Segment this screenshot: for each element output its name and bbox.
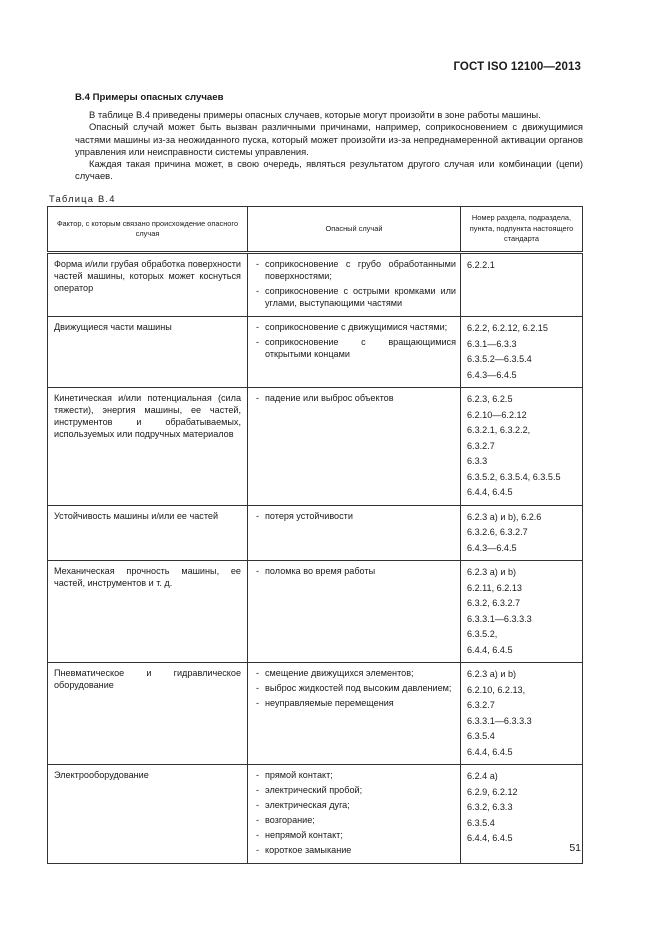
reference-entry: 6.2.3 а) и b), 6.2.6 [467,511,542,522]
header-reference: Номер раздела, подраздела, пункта, подпункта настоящего стандарта [461,207,583,253]
reference-cell [461,561,583,663]
reference-entry: 6.2.9, 6.2.12 [467,786,518,797]
reference-entry: 6.3.1—6.3.3 [467,338,517,349]
hazard-item: - неуправляемые перемещения [256,698,394,708]
reference-entry: 6.4.4, 6.4.5 [467,746,513,757]
reference-entry: 6.3.3 [467,456,488,466]
reference-entry: 6.3.2.7 [467,440,495,451]
reference-entry: 6.4.4, 6.4.5 [467,833,513,843]
reference-entry: 6.4.4, 6.4.5 [467,487,513,497]
hazard-cell [248,505,461,561]
hazard-item: - смещение движущихся элементов; [256,668,414,678]
reference-cell [461,765,583,864]
reference-entry: 6.3.5.2—6.3.5.4 [467,354,532,364]
factor-cell: Устойчивость машины и/или ее частей [48,505,248,561]
reference-entry: 6.4.4, 6.4.5 [467,644,513,655]
hazard-cell [248,561,461,663]
reference-entry: 6.2.2, 6.2.12, 6.2.15 [467,323,548,333]
hazard-item: - электрическая дуга; [256,800,350,810]
table-row [48,663,583,765]
reference-entry: 6.4.3—6.4.5 [467,369,517,380]
factor-cell: Форма и/или грубая обработка поверхности частей машины, которых может коснуться оператор [48,253,248,317]
reference-entry: 6.3.2.1, 6.3.2.2, [467,425,531,435]
table-row [48,317,583,388]
hazard-item: - короткое замыкание [256,845,352,855]
reference-cell [461,663,583,765]
reference-entry: 6.2.3 а) и b) [467,567,517,577]
hazard-item: - выброс жидкостей под высоким давлением; [256,683,452,693]
reference-entry: 6.3.2, 6.3.2.7 [467,598,521,608]
hazard-table [47,206,583,864]
hazard-cell [248,253,461,317]
section-b4 [75,92,583,182]
hazard-item: - соприкосновение с вращающимися открытыми концами [256,337,456,359]
factor-cell: Электрооборудование [48,765,248,864]
hazard-item: - соприкосновение с острыми кромками или углами, выступающими частями [256,286,456,308]
reference-cell [461,388,583,506]
hazard-cell [248,317,461,388]
section-heading: B.4 Примеры опасных случаев [75,92,224,103]
reference-entry: 6.2.3, 6.2.5 [467,394,513,404]
reference-entry: 6.3.2.6, 6.3.2.7 [467,527,528,537]
factor-cell: Движущиеся части машины [48,317,248,388]
reference-entry: 6.3.5.2, [467,629,498,639]
table-row [48,388,583,506]
section-paragraph-1: В таблице В.4 приведены примеры опасных случаев, которые могут произойти в зоне работы машины. [89,109,541,121]
hazard-item: - электрический пробой; [256,785,363,795]
table-row [48,561,583,663]
table-row [48,253,583,317]
reference-entry: 6.3.5.4 [467,731,495,741]
document-header-title: ГОСТ ISO 12100—2013 [453,61,581,73]
hazard-item: - прямой контакт; [256,770,333,780]
hazard-cell [248,388,461,506]
table-header-row [48,207,583,253]
reference-entry: 6.2.3 а) и b) [467,669,517,679]
hazard-cell [248,765,461,864]
hazard-item: - возгорание; [256,815,315,825]
hazard-item: - соприкосновение с грубо обработанными поверхностями; [256,259,456,281]
reference-entry: 6.2.10—6.2.12 [467,409,527,420]
reference-cell [461,505,583,561]
reference-entry: 6.3.2.7 [467,700,495,710]
table-row [48,505,583,561]
section-paragraph-2: Опасный случай может быть вызван различными причинами, например, соприкосновением с движущимися частями машины из-за неожиданного пуска, который может произойти из-за непреднамеренной активации органов управления или неисправности системы управления. [75,121,583,157]
reference-entry: 6.3.2, 6.3.3 [467,802,513,812]
reference-entry: 6.2.10, 6.2.13, [467,684,526,695]
header-hazard: Опасный случай [248,207,461,253]
hazard-item: - поломка во время работы [256,566,376,576]
reference-entry: 6.2.11, 6.2.13 [467,582,522,593]
hazard-item: - соприкосновение с движущимися частями; [256,322,448,332]
reference-entry: 6.4.3—6.4.5 [467,542,517,553]
reference-entry: 6.3.3.1—6.3.3.3 [467,715,532,726]
hazard-item: - падение или выброс объектов [256,393,394,403]
section-paragraph-3: Каждая такая причина может, в свою очередь, являться результатом другого случая или комбинации (цепи) случаев. [75,158,583,182]
hazard-item: - потеря устойчивости [256,510,353,521]
reference-entry: 6.2.4 а) [467,771,498,781]
table-row [48,765,583,864]
header-factor: Фактор, с которым связано происхождение опасного случая [48,207,248,253]
reference-cell [461,317,583,388]
hazard-cell [248,663,461,765]
reference-entry: 6.2.2.1 [467,260,495,270]
reference-cell [461,253,583,317]
page-number: 51 [569,842,581,854]
factor-cell: Кинетическая и/или потенциальная (сила тяжести), энергия машины, ее частей, инструментов и обрабатываемых, используемых или подручных материалов [48,388,248,506]
factor-cell: Пневматическое и гидравлическое оборудование [48,663,248,765]
reference-entry: 6.3.5.2, 6.3.5.4, 6.3.5.5 [467,471,561,482]
hazard-item: - непрямой контакт; [256,830,343,840]
reference-entry: 6.3.3.1—6.3.3.3 [467,613,532,624]
factor-cell: Механическая прочность машины, ее частей, инструментов и т. д. [48,561,248,663]
table-caption: Таблица В.4 [49,193,116,204]
reference-entry: 6.3.5.4 [467,817,495,828]
